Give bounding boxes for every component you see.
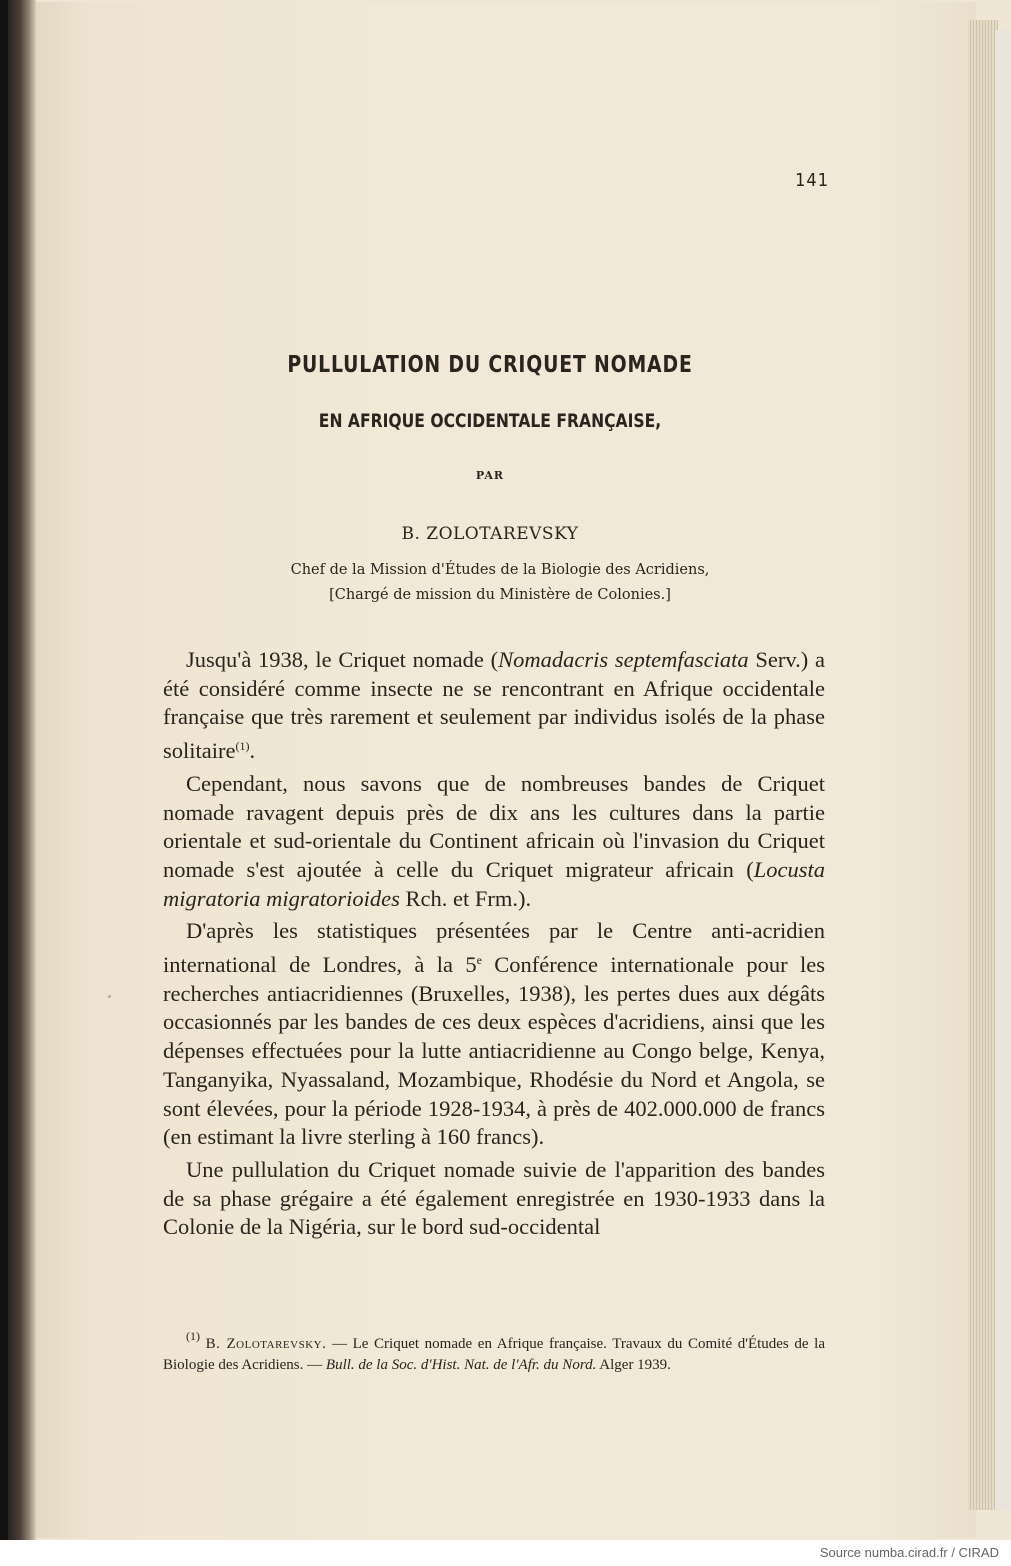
text-run: Serv.) a été considéré comme insecte ne se rencontrant en Afrique occidentale française que très rarement et seulement par individus isolés de la phase solitaire xyxy=(163,647,825,764)
footnote-text xyxy=(163,1326,825,1375)
page-number: 141 xyxy=(795,170,829,191)
paragraph-2 xyxy=(163,770,825,914)
article-title: PULLULATION DU CRIQUET NOMADE xyxy=(287,352,693,378)
ordinal-suffix: e xyxy=(476,953,482,968)
source-credit: Source numba.cirad.fr / CIRAD xyxy=(819,1545,999,1560)
paper-speck xyxy=(108,995,111,998)
species-name: Nomadacris septemfasciata xyxy=(498,647,749,672)
species-name: Locusta migratoria migratorioides xyxy=(163,856,825,911)
text-run: — Le Criquet nomade en Afrique française. Travaux du Comité d'Études de la Biologie des Acridiens. — xyxy=(163,1336,826,1373)
text-run: Alger 1939. xyxy=(596,1356,671,1373)
journal-title: Bull. de la Soc. d'Hist. Nat. de l'Afr. du Nord. xyxy=(325,1356,597,1373)
text-run: . xyxy=(249,738,256,764)
spine-shadow xyxy=(0,0,8,1540)
page-edges xyxy=(968,20,998,1510)
footnote-author: B. Zolotarevsky. xyxy=(205,1336,327,1352)
author-affiliation: Chef de la Mission d'Études de la Biologie des Acridiens, xyxy=(290,562,710,578)
footnote-marker: (1) xyxy=(186,1329,200,1343)
paragraph-4: Une pullulation du Criquet nomade suivie de l'apparition des bandes de sa phase grégaire a été également enregistrée en 1930-1933 dans la Colonie de la Nigéria, sur le bord sud-occidental xyxy=(163,1156,825,1240)
author-role: [Chargé de mission du Ministère de Colonies.] xyxy=(329,587,671,603)
paragraph-3 xyxy=(163,917,825,1152)
footnote xyxy=(163,1326,825,1375)
author-name: B. ZOLOTAREVSKY xyxy=(401,524,579,544)
page-edges-background xyxy=(995,30,1011,1510)
text-run: Cependant, nous savons que de nombreuses bandes de Criquet nomade ravagent depuis près de dix ans les cultures dans la partie orientale et sud-orientale du Continent africain où l'invasion du Criquet nomade s'est ajoutée à celle du Criquet migrateur africain ( xyxy=(163,770,825,882)
text-run: D'après les statistiques présentées par le Centre anti-acridien international de Londres, à la 5 xyxy=(163,918,825,978)
text-run: Rch. et Frm.). xyxy=(399,885,532,911)
footnote-reference: (1) xyxy=(235,739,250,754)
article-subtitle: EN AFRIQUE OCCIDENTALE FRANÇAISE, xyxy=(318,410,662,432)
article-body xyxy=(163,646,825,1242)
text-run: Jusqu'à 1938, le Criquet nomade ( xyxy=(186,647,499,672)
paragraph-1 xyxy=(163,646,825,766)
text-run: Conférence internationale pour les recherches antiacridiennes (Bruxelles, 1938), les pertes dues aux dégâts occasionnés par les bandes de ces deux espèces d'acridiens, ainsi que les dépenses effectuées pour la lutte antiacridienne au Congo belge, Kenya, Tanganyika, Nyassaland, Mozambique, Rhodésie du Nord et Angola, se sont élevées, pour la période 1928-1934, à près de 402.000.000 de francs (en estimant la livre sterling à 160 francs). xyxy=(163,952,825,1150)
byline-par: PAR xyxy=(475,469,505,482)
